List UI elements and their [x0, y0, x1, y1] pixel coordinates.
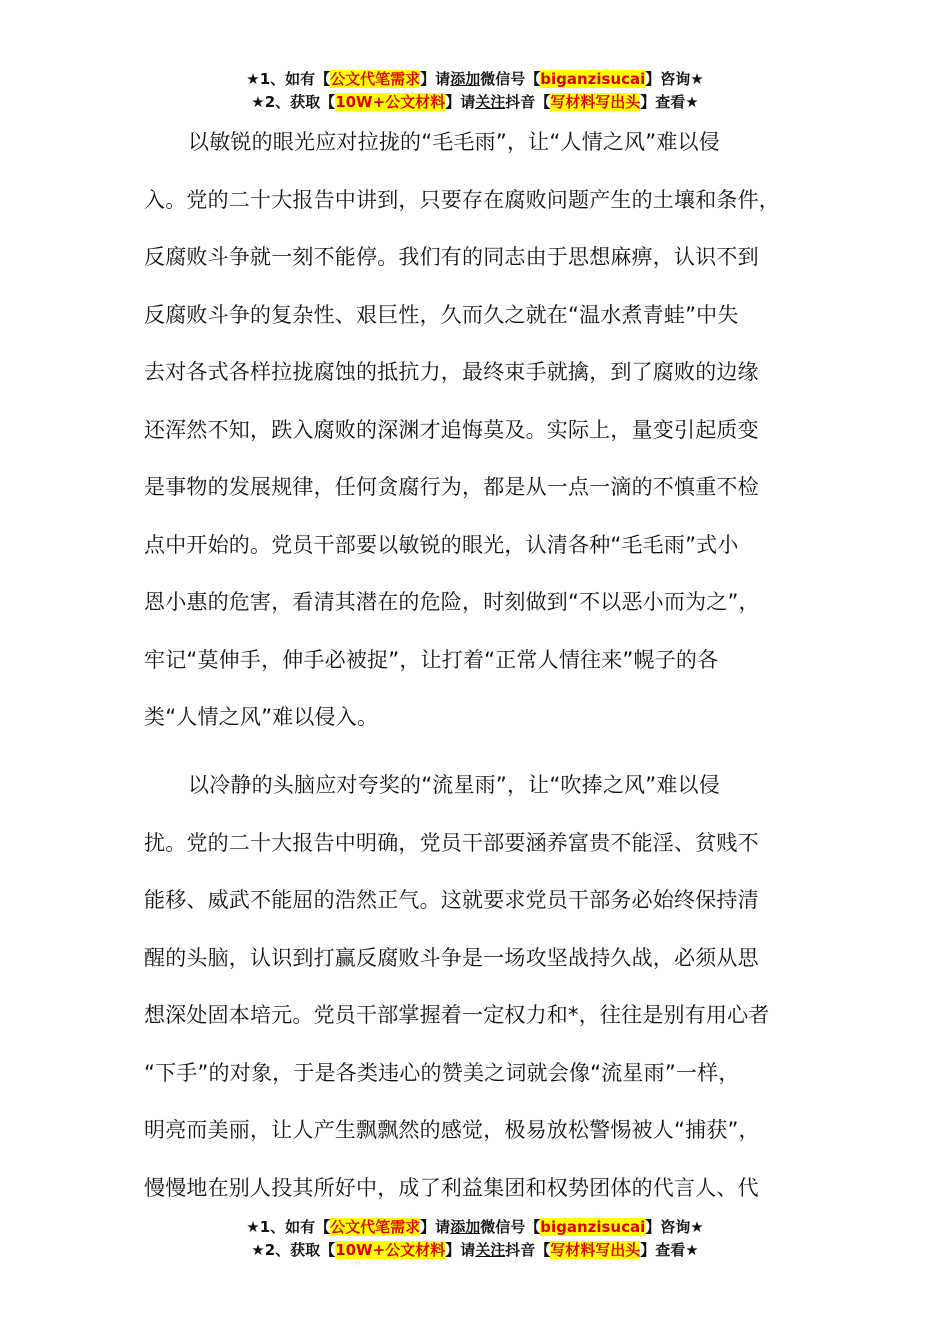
promo-line-2	[0, 91, 950, 114]
promo-text: 】咨询★	[645, 1218, 704, 1236]
paragraph-line: 点中开始的。党员干部要以敏锐的眼光，认清各种“毛毛雨”式小	[144, 532, 739, 557]
promo-emphasis: 添加	[450, 70, 481, 88]
paragraph-line: 恩小惠的危害，看清其潜在的危险，时刻做到“不以恶小而为之”，	[144, 590, 760, 614]
promo-highlight: biganzisucai	[540, 70, 646, 88]
paragraph-2	[144, 770, 832, 1230]
paragraph-line: 扰。党的二十大报告中明确，党员干部要涵养富贵不能淫、贫贱不	[144, 830, 759, 855]
promo-text: 微信号【	[480, 1218, 541, 1236]
promo-line-1	[0, 68, 950, 91]
promo-text: 微信号【	[480, 70, 541, 88]
paragraph-line: 明亮而美丽，让人产生飘飘然的感觉，极易放松警惕被人“捕获”，	[144, 1118, 760, 1142]
paragraph-line: 慢慢地在别人投其所好中，成了利益集团和权势团体的代言人、代	[144, 1175, 759, 1200]
paragraph-line: “下手”的对象，于是各类违心的赞美之词就会像“流星雨”一样，	[144, 1060, 740, 1085]
promo-line-1	[0, 1216, 950, 1239]
paragraph-line: 入。党的二十大报告中讲到，只要存在腐败问题产生的土壤和条件，	[144, 187, 780, 212]
promo-text: 】查看★	[640, 93, 699, 111]
paragraph-line: 反腐败斗争就一刻不能停。我们有的同志由于思想麻痹，认识不到	[144, 245, 759, 269]
promo-text: 】查看★	[640, 1241, 699, 1259]
promo-text: ★2、获取【	[251, 93, 336, 111]
promo-text: ★1、如有【	[246, 70, 331, 88]
paragraph-line: 还浑然不知，跌入腐败的深渊才追悔莫及。实际上，量变引起质变	[144, 417, 759, 442]
promo-highlight: 10W+公文材料	[335, 93, 446, 111]
promo-text: ★2、获取【	[251, 1241, 336, 1259]
promo-emphasis: 关注	[475, 93, 506, 111]
promo-highlight: 10W+公文材料	[335, 1241, 446, 1259]
paragraph-line: 想深处固本培元。党员干部掌握着一定权力和*，往往是别有用心者	[144, 1003, 770, 1027]
promo-highlight: 公文代笔需求	[330, 70, 421, 88]
paragraph-line: 类“人情之风”难以侵入。	[144, 705, 379, 729]
promo-text: 】请	[420, 70, 451, 88]
promo-text: 】请	[420, 1218, 451, 1236]
promo-emphasis: 关注	[475, 1241, 506, 1259]
paragraph-line: 是事物的发展规律，任何贪腐行为，都是从一点一滴的不慎重不检	[144, 475, 759, 499]
promo-text: 抖音【	[505, 93, 551, 111]
promo-highlight: 写材料写出头	[550, 93, 641, 111]
promo-text: 】请	[445, 1241, 476, 1259]
promo-text: 】咨询★	[645, 70, 704, 88]
paragraph-line: 能移、威武不能屈的浩然正气。这就要求党员干部务必始终保持清	[144, 888, 759, 912]
promo-highlight: biganzisucai	[540, 1218, 646, 1236]
paragraph-line: 去对各式各样拉拢腐蚀的抵抗力，最终束手就擒，到了腐败的边缘	[144, 360, 759, 384]
paragraph-line: 反腐败斗争的复杂性、艰巨性，久而久之就在“温水煮青蛙”中失	[144, 302, 739, 327]
paragraph-1	[144, 127, 832, 760]
footer-promo-banner	[0, 1216, 950, 1262]
paragraph-line: 以敏锐的眼光应对拉拢的“毛毛雨”，让“人情之风”难以侵	[188, 130, 720, 154]
promo-highlight: 公文代笔需求	[330, 1218, 421, 1236]
paragraph-line: 以冷静的头脑应对夸奖的“流星雨”，让“吹捧之风”难以侵	[188, 773, 720, 797]
promo-emphasis: 添加	[450, 1218, 481, 1236]
promo-line-2	[0, 1239, 950, 1262]
promo-text: 抖音【	[505, 1241, 551, 1259]
paragraph-line: 醒的头脑，认识到打赢反腐败斗争是一场攻坚战持久战，必须从思	[144, 945, 759, 970]
header-promo-banner	[0, 68, 950, 114]
promo-text: ★1、如有【	[246, 1218, 331, 1236]
promo-highlight: 写材料写出头	[550, 1241, 641, 1259]
promo-text: 】请	[445, 93, 476, 111]
paragraph-line: 牢记“莫伸手，伸手必被捉”，让打着“正常人情往来”幌子的各	[144, 647, 719, 672]
